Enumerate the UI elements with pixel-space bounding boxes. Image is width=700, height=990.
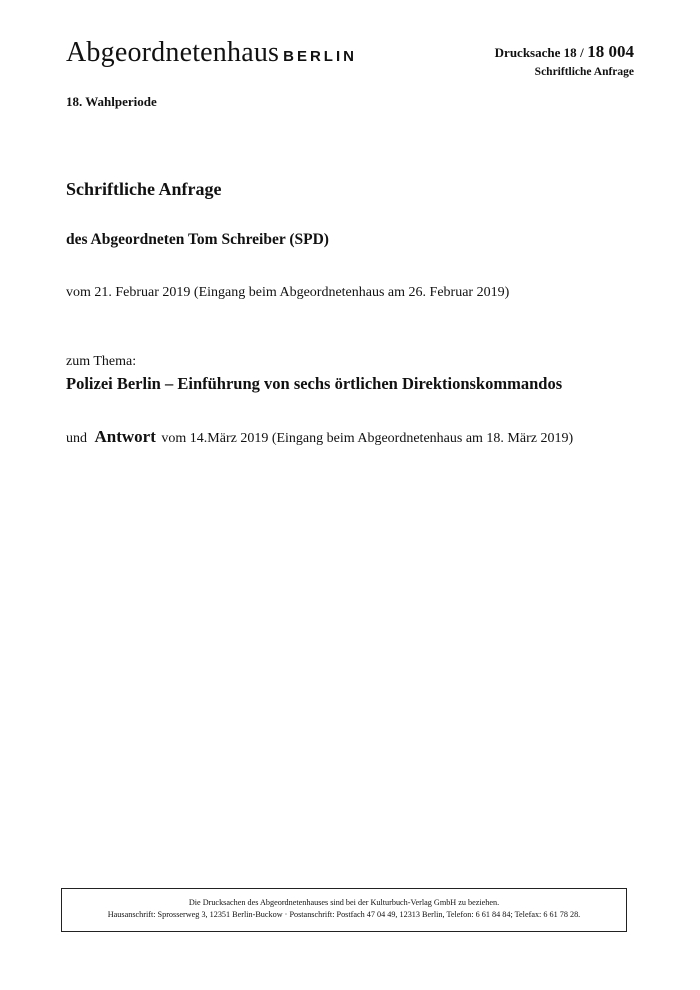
answer-line <box>66 427 573 447</box>
logo-word: Abgeordnetenhaus <box>66 37 280 68</box>
drucksache-number: 18 004 <box>587 42 634 61</box>
footer-box <box>61 888 627 932</box>
author-line: des Abgeordneten Tom Schreiber (SPD) <box>66 231 329 248</box>
date-line: vom 21. Februar 2019 (Eingang beim Abgeordnetenhaus am 26. Februar 2019) <box>66 285 510 300</box>
topic-title: Polizei Berlin – Einführung von sechs örtlichen Direktionskommandos <box>66 374 563 393</box>
logo-city: BERLIN <box>283 48 357 65</box>
footer-line-address: Hausanschrift: Sprosserweg 3, 12351 Berlin-Buckow · Postanschrift: Postfach 47 04 49, 12313 Berlin, Telefon: 6 61 84 84; Telefax: 6 61 78 28. <box>107 910 581 919</box>
drucksache-line <box>495 42 634 62</box>
answer-word: Antwort <box>94 427 156 446</box>
topic-label: zum Thema: <box>66 354 137 369</box>
parliament-logo <box>66 37 357 69</box>
answer-prefix: und <box>66 431 87 446</box>
wahlperiode: 18. Wahlperiode <box>66 94 157 109</box>
page-title: Schriftliche Anfrage <box>66 179 222 199</box>
document-type: Schriftliche Anfrage <box>534 66 634 78</box>
answer-date: vom 14.März 2019 (Eingang beim Abgeordnetenhaus am 18. März 2019) <box>161 431 574 446</box>
drucksache-separator: / <box>580 45 584 60</box>
footer-line-distribution: Die Drucksachen des Abgeordnetenhauses sind bei der Kulturbuch-Verlag GmbH zu beziehen. <box>188 898 500 907</box>
drucksache-block <box>495 42 634 78</box>
drucksache-prefix: Drucksache 18 <box>494 45 577 60</box>
